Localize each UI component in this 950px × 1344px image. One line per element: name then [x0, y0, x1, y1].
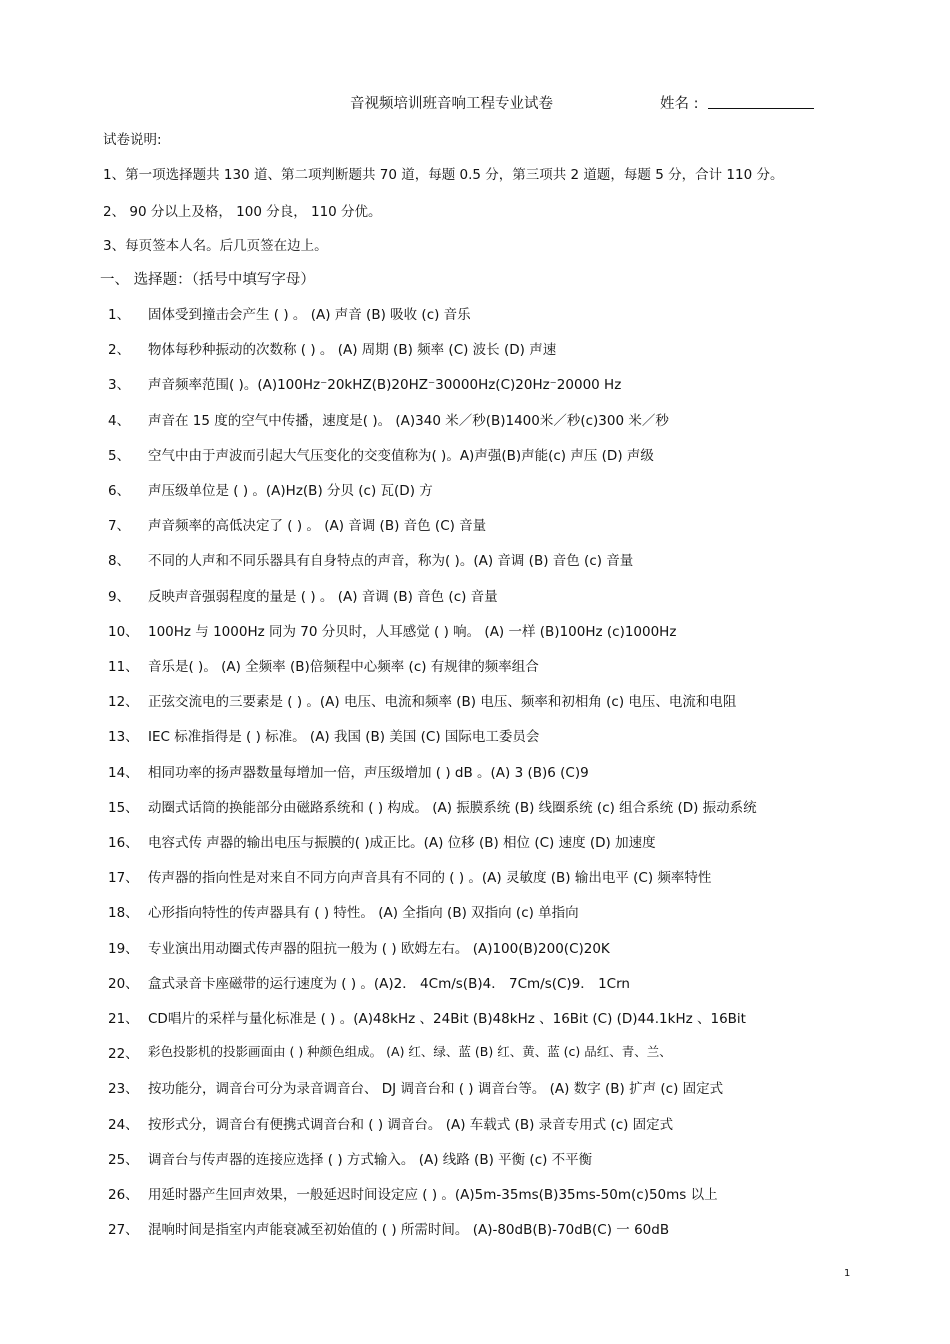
question-number: 3、	[108, 377, 131, 394]
question-text: 100Hz 与 1000Hz 同为 70 分贝时，人耳感觉 ( ) 响。 (A) 一样 (B)100Hz (c)1000Hz	[148, 623, 677, 640]
question-text: 不同的人声和不同乐器具有自身特点的声音，称为( )。(A) 音调 (B) 音色 (c) 音量	[148, 553, 634, 570]
question-text: 用延时器产生回声效果，一般延迟时间设定应 ( ) 。(A)5m-35ms(B)35ms-50m(c)50ms 以上	[148, 1187, 718, 1203]
question-number: 27、	[108, 1222, 139, 1239]
question-row	[0, 303, 950, 323]
question-row	[0, 338, 950, 358]
question-text: 按形式分，调音台有便携式调音台和 ( ) 调音台。 (A) 车载式 (B) 录音专用式 (c) 固定式	[148, 1116, 674, 1133]
question-number: 15、	[108, 799, 139, 816]
question-row	[0, 972, 950, 992]
question-row	[0, 409, 950, 429]
question-row	[0, 620, 950, 640]
question-number: 6、	[108, 483, 131, 499]
question-text: 心形指向特性的传声器具有 ( ) 特性。 (A) 全指向 (B) 双指向 (c) 单指向	[148, 905, 579, 922]
question-number: 11、	[108, 659, 139, 675]
question-row	[0, 1148, 950, 1168]
instruction-item: 1、第一项选择题共 130 道、第二项判断题共 70 道，每题 0.5 分，第三项共 2 道题，每题 5 分，合计 110 分。	[103, 167, 784, 183]
instructions-heading: 试卷说明:	[103, 132, 162, 148]
question-row	[0, 831, 950, 851]
question-text: IEC 标准指得是 ( ) 标准。 (A) 我国 (B) 美国 (C) 国际电工委员会	[148, 729, 540, 746]
question-text: 按功能分，调音台可分为录音调音台、 DJ 调音台和 ( ) 调音台等。 (A) 数字 (B) 扩声 (c) 固定式	[148, 1081, 724, 1098]
question-number: 16、	[108, 835, 139, 851]
question-text: 固体受到撞击会产生 ( ) 。 (A) 声音 (B) 吸收 (c) 音乐	[148, 307, 471, 323]
question-number: 19、	[108, 940, 139, 957]
question-text: 声音频率范围( )。(A)100Hz⁻20kHZ(B)20HZ⁻30000Hz(C)20Hz⁻20000 Hz	[148, 377, 622, 394]
question-number: 13、	[108, 729, 139, 746]
question-row	[0, 690, 950, 710]
question-text: 传声器的指向性是对来自不同方向声音具有不同的 ( ) 。(A) 灵敏度 (B) 输出电平 (C) 频率特性	[148, 870, 712, 887]
question-row	[0, 937, 950, 957]
exam-title: 音视频培训班音响工程专业试卷	[350, 96, 553, 112]
question-number: 9、	[108, 588, 131, 605]
question-number: 23、	[108, 1081, 139, 1098]
question-text: 声音频率的高低决定了 ( ) 。 (A) 音调 (B) 音色 (C) 音量	[148, 518, 487, 535]
question-number: 12、	[108, 694, 139, 711]
question-text: 专业演出用动圈式传声器的阻抗一般为 ( ) 欧姆左右。 (A)100(B)200(C)20K	[148, 940, 610, 957]
question-text: 声压级单位是 ( ) 。(A)Hz(B) 分贝 (c) 瓦(D) 方	[148, 483, 433, 499]
question-text: 彩色投影机的投影画面由 ( ) 种颜色组成。 (A) 红、绿、蓝 (B) 红、黄、蓝 (c) 品红、青、兰、	[148, 1044, 672, 1060]
name-label: 姓名 :	[660, 96, 699, 112]
question-row	[0, 1077, 950, 1097]
question-row	[0, 1218, 950, 1238]
question-row	[0, 725, 950, 745]
question-number: 25、	[108, 1151, 139, 1168]
question-row	[0, 655, 950, 675]
question-row	[0, 479, 950, 499]
question-number: 17、	[108, 870, 139, 887]
question-text: 反映声音强弱程度的量是 ( ) 。 (A) 音调 (B) 音色 (c) 音量	[148, 588, 498, 605]
question-row	[0, 1007, 950, 1027]
question-text: 物体每秒种振动的次数称 ( ) 。 (A) 周期 (B) 频率 (C) 波长 (D) 声速	[148, 342, 557, 359]
question-row	[0, 514, 950, 534]
question-number: 2、	[108, 342, 131, 359]
question-number: 20、	[108, 975, 139, 992]
question-number: 22、	[108, 1046, 139, 1063]
question-row	[0, 796, 950, 816]
question-text: 电容式传 声器的输出电压与振膜的( )成正比。(A) 位移 (B) 相位 (C) 速度 (D) 加速度	[148, 835, 656, 851]
question-number: 18、	[108, 905, 139, 922]
question-text: 调音台与传声器的连接应选择 ( ) 方式输入。 (A) 线路 (B) 平衡 (c) 不平衡	[148, 1151, 593, 1168]
question-text: 空气中由于声波而引起大气压变化的交变值称为( )。A)声强(B)声能(c) 声压 (D) 声级	[148, 447, 654, 464]
question-text: 音乐是( )。 (A) 全频率 (B)倍频程中心频率 (c) 有规律的频率组合	[148, 659, 539, 675]
question-row	[0, 1113, 950, 1133]
question-number: 21、	[108, 1011, 139, 1027]
instruction-item: 3、每页签本人名。后几页签在边上。	[103, 238, 328, 254]
page-number: 1	[844, 1268, 851, 1279]
question-row	[0, 585, 950, 605]
question-number: 1、	[108, 307, 131, 323]
question-text: CD唱片的采样与量化标准是 ( ) 。(A)48kHz 、24Bit (B)48kHz 、16Bit (C) (D)44.1kHz 、16Bit	[148, 1011, 746, 1027]
question-number: 8、	[108, 553, 131, 570]
question-text: 正弦交流电的三要素是 ( ) 。(A) 电压、电流和频率 (B) 电压、频率和初相角 (c) 电压、电流和电阻	[148, 694, 737, 711]
question-number: 10、	[108, 623, 139, 640]
question-row	[0, 549, 950, 569]
question-number: 24、	[108, 1116, 139, 1133]
question-row	[0, 901, 950, 921]
instruction-item: 2、 90 分以上及格， 100 分良， 110 分优。	[103, 204, 382, 220]
question-text: 相同功率的扬声器数量每增加一倍，声压级增加 ( ) dB 。(A) 3 (B)6 (C)9	[148, 764, 589, 781]
question-number: 4、	[108, 412, 131, 429]
question-row	[0, 1042, 950, 1062]
question-row	[0, 866, 950, 886]
question-row	[0, 761, 950, 781]
question-row	[0, 1183, 950, 1203]
question-row	[0, 373, 950, 393]
question-number: 5、	[108, 447, 131, 464]
question-text: 盒式录音卡座磁带的运行速度为 ( ) 。(A)2． 4Cm∕s(B)4． 7Cm∕s(C)9． 1Crn	[148, 975, 630, 992]
question-text: 动圈式话筒的换能部分由磁路系统和 ( ) 构成。 (A) 振膜系统 (B) 线圈系统 (c) 组合系统 (D) 振动系统	[148, 799, 757, 816]
question-row	[0, 444, 950, 464]
question-text: 声音在 15 度的空气中传播，速度是( )。 (A)340 米／秒(B)1400米／秒(c)300 米／秒	[148, 412, 669, 429]
question-number: 14、	[108, 764, 139, 781]
question-number: 7、	[108, 518, 131, 535]
question-number: 26、	[108, 1187, 139, 1203]
question-text: 混响时间是指室内声能衰减至初始值的 ( ) 所需时间。 (A)-80dB(B)-70dB(C) 一 60dB	[148, 1222, 670, 1239]
name-blank-line	[708, 108, 814, 109]
section-heading: 一、 选择题：（括号中填写字母）	[100, 272, 315, 288]
